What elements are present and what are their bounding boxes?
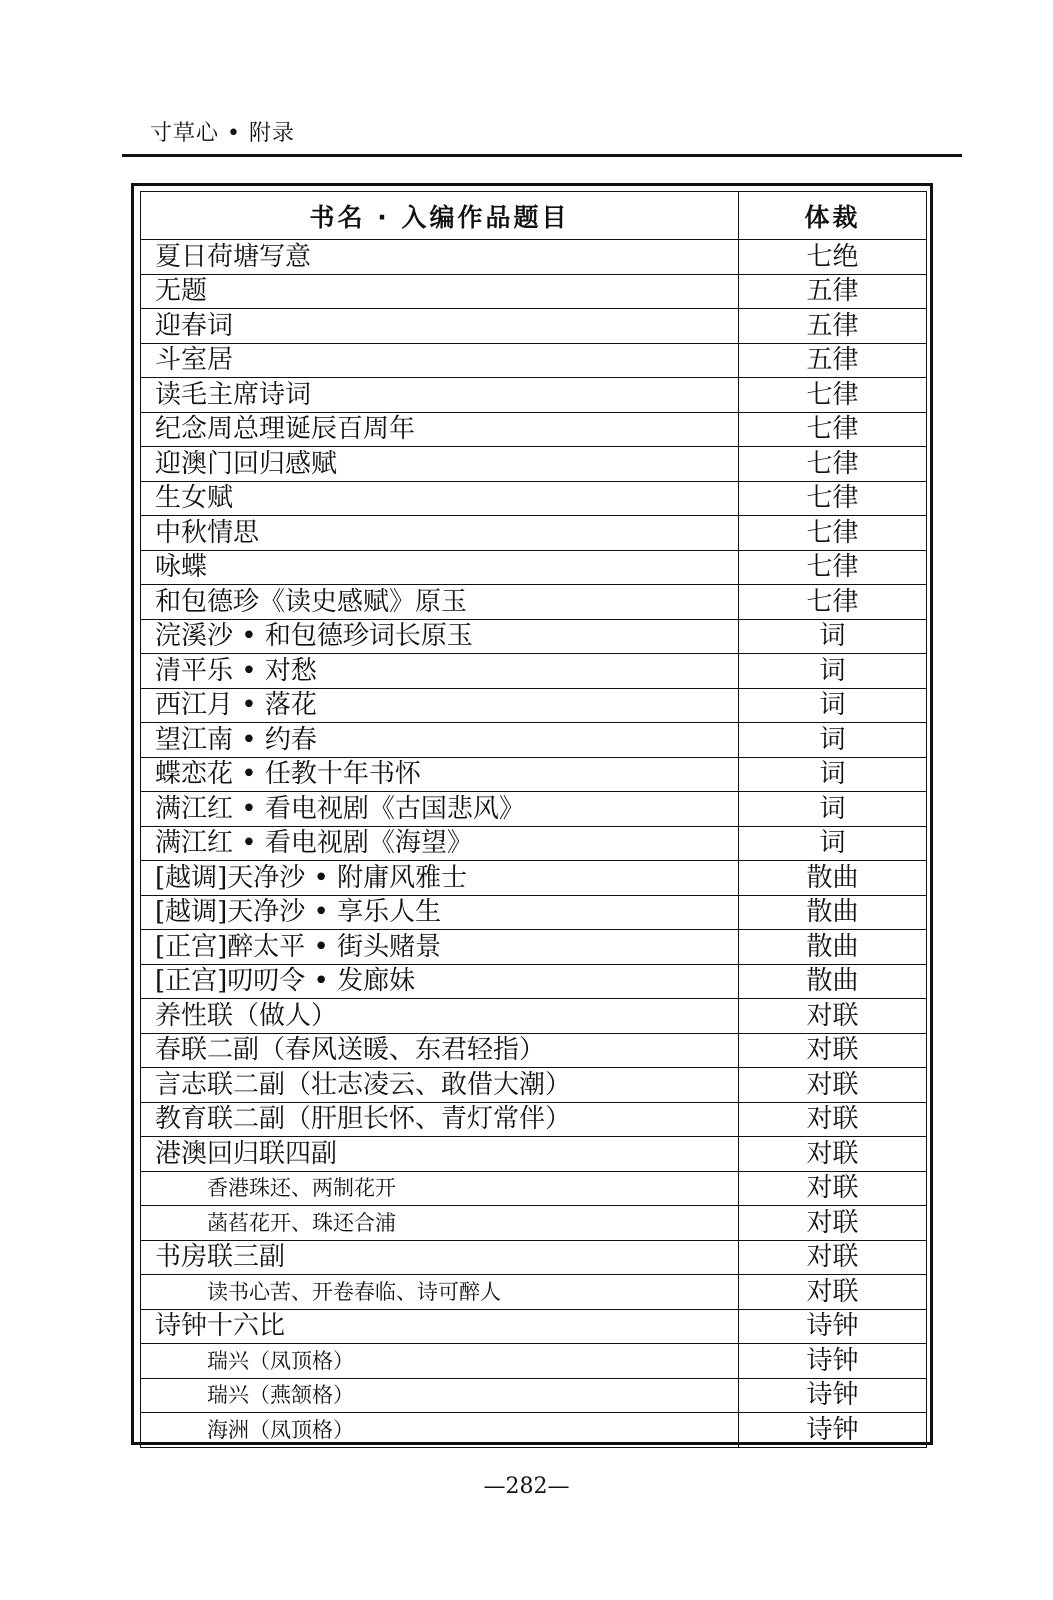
genre-cell: 五律 xyxy=(739,274,927,309)
table-row xyxy=(141,447,927,482)
genre-cell: 七律 xyxy=(739,378,927,413)
genre-cell: 对联 xyxy=(739,1206,927,1241)
genre-cell: 对联 xyxy=(739,1240,927,1275)
work-title-cell: [越调]天净沙 • 附庸风雅士 xyxy=(141,861,739,896)
work-title-cell: 清平乐 • 对愁 xyxy=(141,654,739,689)
genre-cell: 散曲 xyxy=(739,964,927,999)
genre-cell: 对联 xyxy=(739,1033,927,1068)
table-header-row xyxy=(141,192,927,240)
work-title-cell: 春联二副（春风送暖、东君轻指） xyxy=(141,1033,739,1068)
genre-cell: 词 xyxy=(739,757,927,792)
work-title-cell: 瑞兴（燕颔格） xyxy=(141,1378,739,1413)
works-table xyxy=(140,191,927,1448)
work-title-cell: 海洲（凤顶格） xyxy=(141,1413,739,1448)
work-title-cell: 满江红 • 看电视剧《古国悲风》 xyxy=(141,792,739,827)
genre-cell: 词 xyxy=(739,826,927,861)
work-title-cell: [正宫]醉太平 • 街头赌景 xyxy=(141,930,739,965)
work-title-cell: 满江红 • 看电视剧《海望》 xyxy=(141,826,739,861)
table-row xyxy=(141,481,927,516)
work-title-cell: 浣溪沙 • 和包德珍词长原玉 xyxy=(141,619,739,654)
header-rule xyxy=(122,154,962,157)
table-row xyxy=(141,895,927,930)
work-title-cell: 读书心苦、开卷春临、诗可醉人 xyxy=(141,1275,739,1310)
table-row xyxy=(141,826,927,861)
table-row xyxy=(141,619,927,654)
genre-cell: 诗钟 xyxy=(739,1309,927,1344)
genre-cell: 词 xyxy=(739,654,927,689)
genre-cell: 七绝 xyxy=(739,240,927,275)
running-head: 寸草心 • 附录 xyxy=(150,121,295,146)
work-title-cell: [正宫]叨叨令 • 发廊妹 xyxy=(141,964,739,999)
genre-cell: 对联 xyxy=(739,999,927,1034)
table-row xyxy=(141,412,927,447)
genre-cell: 诗钟 xyxy=(739,1378,927,1413)
genre-cell: 五律 xyxy=(739,309,927,344)
work-title-cell: 望江南 • 约春 xyxy=(141,723,739,758)
table-row xyxy=(141,1309,927,1344)
table-row xyxy=(141,930,927,965)
work-title-cell: 瑞兴（凤顶格） xyxy=(141,1344,739,1379)
genre-cell: 七律 xyxy=(739,412,927,447)
table-row xyxy=(141,792,927,827)
table-row xyxy=(141,516,927,551)
table-row xyxy=(141,585,927,620)
table-row xyxy=(141,861,927,896)
table-row xyxy=(141,378,927,413)
work-title-cell: 香港珠还、两制花开 xyxy=(141,1171,739,1206)
table-row xyxy=(141,240,927,275)
work-title-cell: 港澳回归联四副 xyxy=(141,1137,739,1172)
table-row xyxy=(141,1068,927,1103)
table-row xyxy=(141,964,927,999)
genre-cell: 诗钟 xyxy=(739,1344,927,1379)
genre-cell: 对联 xyxy=(739,1068,927,1103)
genre-cell: 词 xyxy=(739,723,927,758)
genre-cell: 七律 xyxy=(739,585,927,620)
work-title-cell: 诗钟十六比 xyxy=(141,1309,739,1344)
work-title-cell: 读毛主席诗词 xyxy=(141,378,739,413)
genre-cell: 诗钟 xyxy=(739,1413,927,1448)
table-row xyxy=(141,723,927,758)
table-row xyxy=(141,1171,927,1206)
table-body xyxy=(141,240,927,1448)
genre-cell: 散曲 xyxy=(739,861,927,896)
column-header-title: 书名 · 入编作品题目 xyxy=(141,192,739,240)
work-title-cell: 西江月 • 落花 xyxy=(141,688,739,723)
work-title-cell: 中秋情思 xyxy=(141,516,739,551)
table-row xyxy=(141,1378,927,1413)
table-row xyxy=(141,1413,927,1448)
table-row xyxy=(141,1344,927,1379)
work-title-cell: 蝶恋花 • 任教十年书怀 xyxy=(141,757,739,792)
table-row xyxy=(141,1206,927,1241)
table-row xyxy=(141,343,927,378)
work-title-cell: 纪念周总理诞辰百周年 xyxy=(141,412,739,447)
work-title-cell: 无题 xyxy=(141,274,739,309)
table-row xyxy=(141,757,927,792)
genre-cell: 对联 xyxy=(739,1275,927,1310)
table-row xyxy=(141,688,927,723)
table-row xyxy=(141,550,927,585)
work-title-cell: 生女赋 xyxy=(141,481,739,516)
column-header-genre: 体裁 xyxy=(739,192,927,240)
page-number: —282— xyxy=(483,1474,570,1499)
genre-cell: 七律 xyxy=(739,481,927,516)
genre-cell: 词 xyxy=(739,688,927,723)
genre-cell: 对联 xyxy=(739,1102,927,1137)
table-row xyxy=(141,1033,927,1068)
work-title-cell: 言志联二副（壮志凌云、敢借大潮） xyxy=(141,1068,739,1103)
genre-cell: 七律 xyxy=(739,447,927,482)
table-row xyxy=(141,1240,927,1275)
table-row xyxy=(141,654,927,689)
genre-cell: 七律 xyxy=(739,516,927,551)
table-row xyxy=(141,999,927,1034)
work-title-cell: 养性联（做人） xyxy=(141,999,739,1034)
table-row xyxy=(141,1102,927,1137)
genre-cell: 七律 xyxy=(739,550,927,585)
genre-cell: 词 xyxy=(739,619,927,654)
work-title-cell: 咏蝶 xyxy=(141,550,739,585)
table-row xyxy=(141,1137,927,1172)
work-title-cell: [越调]天净沙 • 享乐人生 xyxy=(141,895,739,930)
work-title-cell: 书房联三副 xyxy=(141,1240,739,1275)
genre-cell: 对联 xyxy=(739,1171,927,1206)
genre-cell: 对联 xyxy=(739,1137,927,1172)
work-title-cell: 教育联二副（肝胆长怀、青灯常伴） xyxy=(141,1102,739,1137)
genre-cell: 散曲 xyxy=(739,895,927,930)
genre-cell: 散曲 xyxy=(739,930,927,965)
table-row xyxy=(141,274,927,309)
genre-cell: 词 xyxy=(739,792,927,827)
table-row xyxy=(141,309,927,344)
work-title-cell: 夏日荷塘写意 xyxy=(141,240,739,275)
work-title-cell: 菡萏花开、珠还合浦 xyxy=(141,1206,739,1241)
work-title-cell: 斗室居 xyxy=(141,343,739,378)
work-title-cell: 迎春词 xyxy=(141,309,739,344)
table-row xyxy=(141,1275,927,1310)
work-title-cell: 和包德珍《读史感赋》原玉 xyxy=(141,585,739,620)
work-title-cell: 迎澳门回归感赋 xyxy=(141,447,739,482)
genre-cell: 五律 xyxy=(739,343,927,378)
